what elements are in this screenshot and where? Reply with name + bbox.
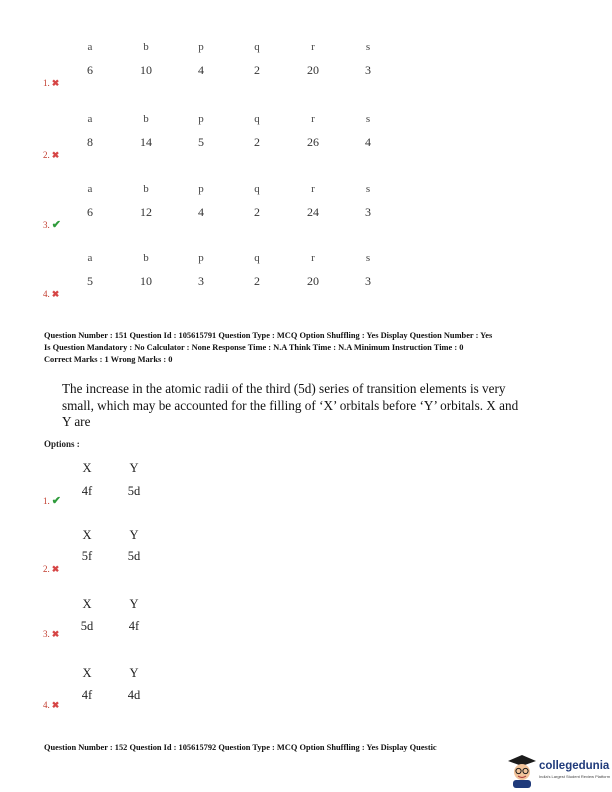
option-header-y: Y (129, 597, 139, 611)
option-value: 8 (87, 135, 93, 149)
question-meta-line: Is Question Mandatory : No Calculator : None Response Time : N.A Think Time : N.A Minimum Instruction Time : 0 (44, 343, 464, 352)
option-header-b: b (143, 113, 149, 125)
option-header-x: X (82, 666, 92, 680)
option-value: 26 (307, 135, 319, 149)
option-value: 20 (307, 63, 319, 77)
option-value: 12 (140, 205, 152, 219)
option-header-r: r (311, 183, 315, 195)
option-header-b: b (143, 183, 149, 195)
option-value: 3 (365, 274, 371, 288)
option-header-x: X (82, 597, 92, 611)
option-header-p: p (198, 113, 204, 125)
option-header-b: b (143, 252, 149, 264)
option-value: 2 (254, 135, 260, 149)
wrong-mark-icon: ✖ (51, 700, 60, 710)
option-header-r: r (311, 41, 315, 53)
wrong-mark-icon: ✖ (51, 564, 60, 574)
options-label: Options : (44, 439, 80, 449)
option-header-a: a (87, 113, 93, 125)
option-header-q: q (254, 41, 260, 53)
option-number: 4. ✖ (43, 289, 60, 299)
option-value-x: 5f (81, 549, 93, 563)
option-value: 24 (307, 205, 319, 219)
collegedunia-logo (507, 752, 612, 792)
question-text-line: The increase in the atomic radii of the third (5d) series of transition elements is very (62, 381, 506, 396)
option-value: 4 (198, 205, 204, 219)
option-value: 3 (365, 205, 371, 219)
option-value-y: 5d (127, 484, 141, 498)
option-value: 2 (254, 274, 260, 288)
logo-name: collegedunia (539, 760, 610, 772)
option-value: 5 (87, 274, 93, 288)
option-value-y: 5d (127, 549, 141, 563)
question-marks-line: Correct Marks : 1 Wrong Marks : 0 (44, 355, 173, 364)
option-header-q: q (254, 252, 260, 264)
option-header-a: a (87, 183, 93, 195)
option-header-y: Y (129, 666, 139, 680)
option-header-a: a (87, 41, 93, 53)
option-header-x: X (82, 461, 92, 475)
student-mascot-icon (507, 754, 537, 788)
option-header-r: r (311, 252, 315, 264)
option-header-p: p (198, 41, 204, 53)
option-header-s: s (365, 41, 371, 53)
option-value: 14 (140, 135, 152, 149)
question-text-line: small, which may be accounted for the filling of ‘X’ orbitals before ‘Y’ orbitals. X and (62, 398, 519, 413)
option-value-y: 4d (127, 688, 141, 702)
option-value: 4 (198, 63, 204, 77)
option-header-p: p (198, 252, 204, 264)
wrong-mark-icon: ✖ (51, 289, 60, 299)
option-value-x: 4f (81, 688, 93, 702)
correct-mark-icon: ✔ (51, 219, 61, 231)
option-value-x: 5d (80, 619, 94, 633)
option-number: 4. ✖ (43, 700, 60, 710)
question-text-line: Y are (62, 414, 91, 429)
option-value: 2 (254, 205, 260, 219)
option-value-y: 4f (128, 619, 140, 633)
option-value: 20 (307, 274, 319, 288)
option-header-b: b (143, 41, 149, 53)
option-header-s: s (365, 183, 371, 195)
option-header-y: Y (129, 528, 139, 542)
option-value: 2 (254, 63, 260, 77)
option-header-y: Y (129, 461, 139, 475)
option-number: 1. ✔ (43, 495, 61, 507)
option-number: 3. ✔ (43, 219, 61, 231)
wrong-mark-icon: ✖ (51, 78, 60, 88)
option-header-s: s (365, 252, 371, 264)
question-meta-line: Question Number : 151 Question Id : 105615791 Question Type : MCQ Option Shuffling : Yes Display Question Number : Yes (44, 331, 493, 340)
logo-tagline: India's Largest Student Review Platform (539, 774, 611, 779)
option-value: 4 (365, 135, 371, 149)
option-number: 1. ✖ (43, 78, 60, 88)
option-value: 6 (87, 63, 93, 77)
option-value: 6 (87, 205, 93, 219)
option-header-r: r (311, 113, 315, 125)
option-value: 10 (140, 63, 152, 77)
option-header-x: X (82, 528, 92, 542)
question-meta-line: Question Number : 152 Question Id : 105615792 Question Type : MCQ Option Shuffling : Yes Display Questic (44, 743, 437, 752)
option-header-a: a (87, 252, 93, 264)
option-header-q: q (254, 183, 260, 195)
option-header-s: s (365, 113, 371, 125)
option-value: 10 (140, 274, 152, 288)
option-value: 3 (365, 63, 371, 77)
wrong-mark-icon: ✖ (51, 150, 60, 160)
option-number: 2. ✖ (43, 150, 60, 160)
option-header-p: p (198, 183, 204, 195)
wrong-mark-icon: ✖ (51, 629, 60, 639)
option-number: 3. ✖ (43, 629, 60, 639)
option-number: 2. ✖ (43, 564, 60, 574)
option-header-q: q (254, 113, 260, 125)
option-value: 5 (198, 135, 204, 149)
option-value: 3 (198, 274, 204, 288)
option-value-x: 4f (81, 484, 93, 498)
correct-mark-icon: ✔ (51, 495, 61, 507)
